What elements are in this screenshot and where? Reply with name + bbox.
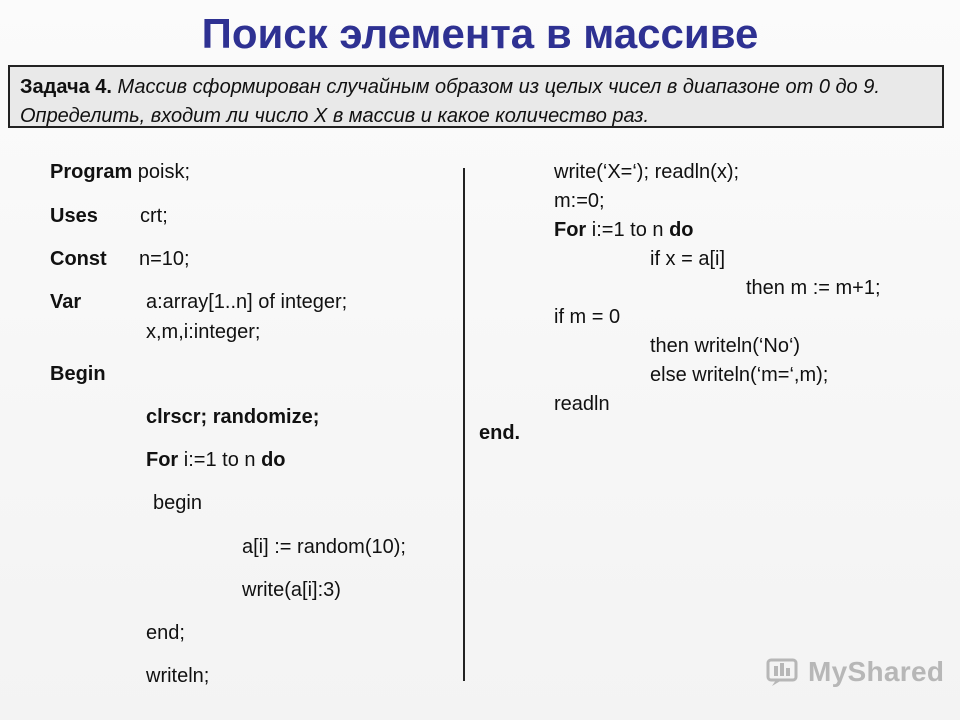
watermark-text: MyShared [808,656,945,687]
keyword-for: For [146,449,179,471]
code-line-write-readln: write(‘X=‘); readln(x); [554,161,740,183]
code-line-uses [50,205,98,228]
code-line-writeln: writeln; [146,665,210,687]
for-range: i:=1 to n [586,219,670,241]
code-line-for [146,449,286,472]
code-line-readln: readln [554,393,610,415]
code-line-else-m: else writeln(‘m=‘,m); [650,364,829,386]
keyword-var: Var [50,291,82,313]
keyword-program: Program [50,161,133,183]
code-line-const [50,248,107,271]
program-name: poisk; [132,161,191,183]
keyword-do: do [261,449,286,471]
myshared-logo-icon [766,657,802,687]
keyword-begin: Begin [50,363,106,385]
code-line-var [50,291,81,314]
code-line-m-init: m:=0; [554,190,605,212]
column-divider [463,168,465,681]
const-value: n=10; [139,248,190,270]
keyword-uses: Uses [50,205,98,227]
var-line-2: x,m,i:integer; [146,321,261,343]
keyword-const: Const [50,248,107,270]
keyword-do: do [669,219,694,241]
code-line-clrscr: clrscr; randomize; [146,406,320,428]
task-box [8,65,944,128]
uses-value: crt; [140,205,168,227]
slide-title: Поиск элемента в массиве [201,10,759,57]
myshared-watermark [766,656,944,688]
code-line-begin [50,363,106,386]
for-range: i:=1 to n [178,449,262,471]
code-line-then-no: then writeln(‘No‘) [650,335,801,357]
code-line-then-m: then m := m+1; [746,277,881,299]
task-label: Задача 4. [20,76,112,98]
var-line-1: a:array[1..n] of integer; [146,291,348,313]
code-line-inner-begin: begin [153,492,202,514]
task-text: Массив сформирован случайным образом из целых чисел в диапазоне от 0 до 9. Определить, входит ли число X в массив и какое количество раз. [20,76,880,127]
code-line-for-2 [554,219,694,242]
code-line-assign: a[i] := random(10); [242,536,406,558]
code-line-end: end; [146,622,185,644]
code-line-write: write(a[i]:3) [242,579,341,601]
code-line-end-program: end. [479,422,521,444]
code-line-if-m: if m = 0 [554,306,621,328]
keyword-for: For [554,219,587,241]
code-line-if-x: if x = a[i] [650,248,726,270]
code-line-program [50,161,190,184]
